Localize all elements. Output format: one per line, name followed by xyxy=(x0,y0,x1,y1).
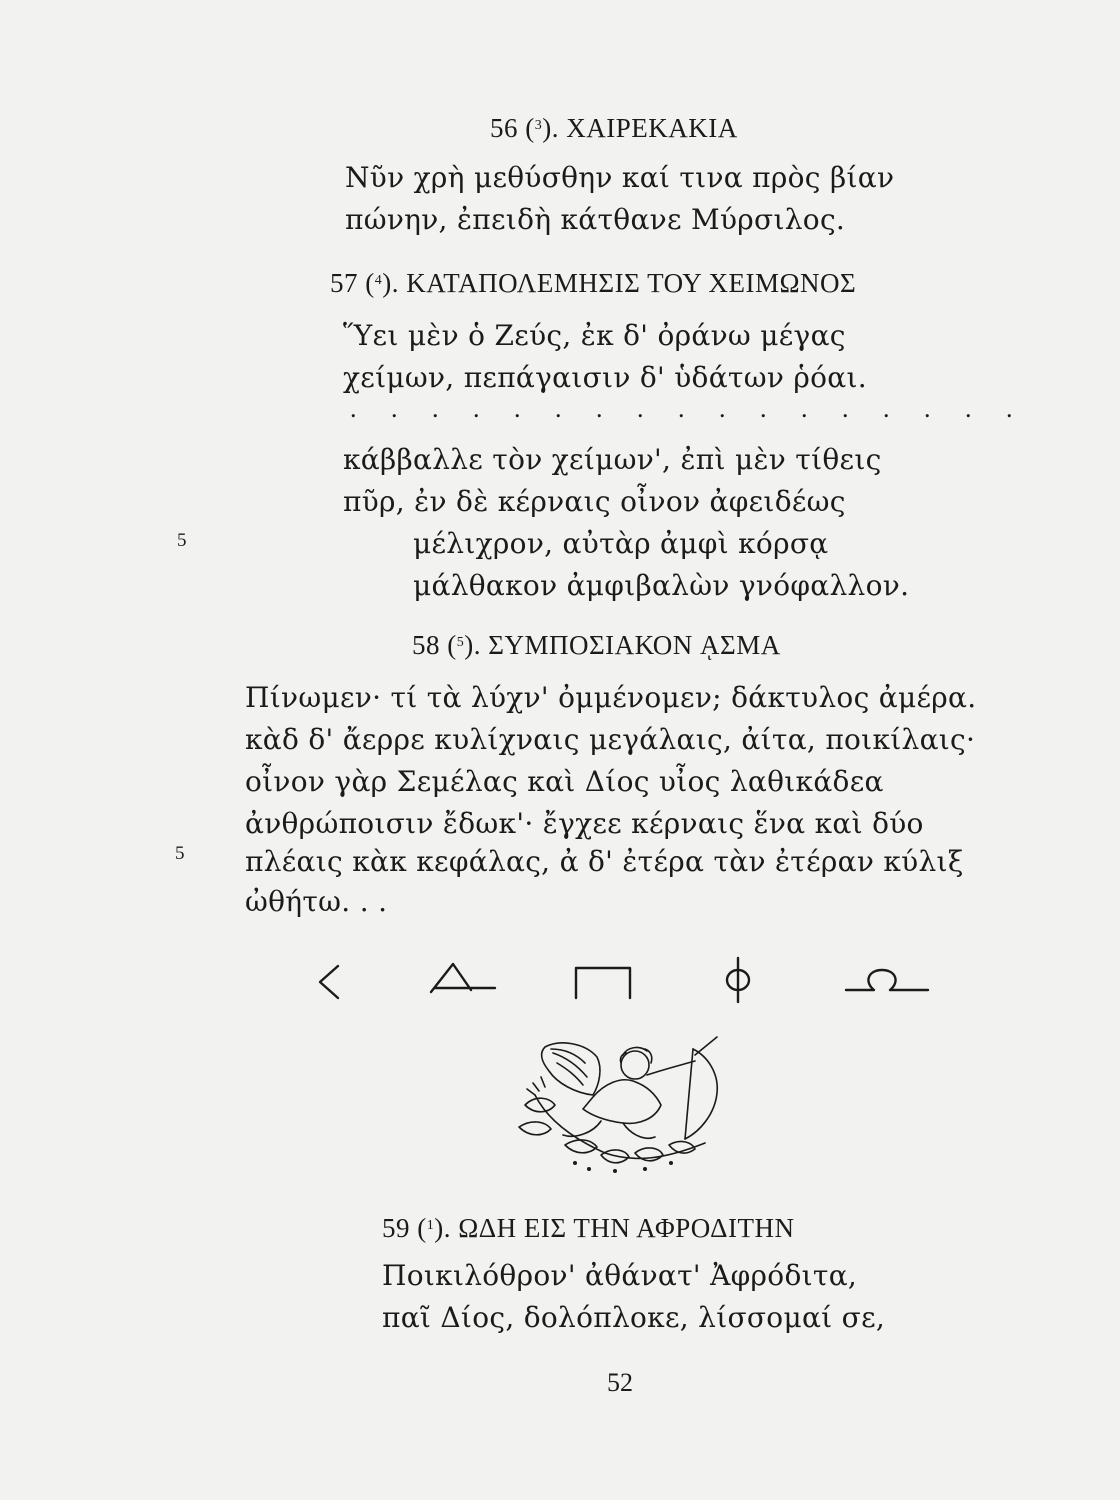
omega-glyph xyxy=(842,962,932,996)
footnote-ref: 4 xyxy=(374,273,383,288)
poem-59-heading: 59 ($^1$). ΩΔΗ ΕΙΣ ΤΗΝ ΑΦΡΟΔΙΤΗΝ xyxy=(382,1213,795,1243)
poem-58-line-6: ὠθήτω. . . xyxy=(245,885,388,918)
poem-57-line-1: Ὕει μὲν ὁ Ζεύς, ἐκ δ' ὀράνω μέγας xyxy=(343,319,846,352)
footnote-ref: 1 xyxy=(426,1218,435,1233)
phi-glyph xyxy=(718,956,758,1004)
poem-57-line-6: μάλθακον ἀμφιβαλὼν γνόφαλλον. xyxy=(413,569,910,602)
poem-56-line-1: Νῦν χρὴ μεθύσθην καί τινα πρὸς βίαν xyxy=(345,161,895,194)
poem-58-line-5: πλέαις κὰκ κεφάλας, ἀ δ' ἐτέρα τὰν ἐτέραν κύλιξ xyxy=(245,845,964,878)
line-number: 5 xyxy=(177,530,187,551)
poem-59-line-2: παῖ Δίος, δολόπλοκε, λίσσομαί σε, xyxy=(382,1301,886,1334)
pi-glyph xyxy=(572,962,636,1002)
poem-57-line-4: πῦρ, ἐν δὲ κέρναις οἶνον ἀφειδέως xyxy=(343,485,846,518)
poem-56-heading: 56 ($^3$). ΧΑΙΡΕΚΑΚΙΑ xyxy=(490,113,738,143)
line-number: 5 xyxy=(175,843,185,864)
poem-58-line-1: Πίνωμεν· τί τὰ λύχν' ὀμμένομεν; δάκτυλος ἀμέρα. xyxy=(245,681,977,714)
poem-58-line-4: ἀνθρώποισιν ἔδωκ'· ἔγχεε κέρναις ἕνα καὶ δύο xyxy=(245,807,924,840)
alpha-glyph xyxy=(425,958,497,998)
page-number: 52 xyxy=(607,1368,633,1397)
poem-58-line-2: κὰδ δ' ἄερρε κυλίχναις μεγάλαις, ἀίτα, ποικίλαις· xyxy=(245,723,976,756)
lacuna-dots: . . . . . . . . . . . . . . . . . xyxy=(350,394,1027,423)
poem-58-line-3: οἶνον γὰρ Σεμέλας καὶ Δίος υἶος λαθικάδεα xyxy=(245,765,884,798)
footnote-ref: 3 xyxy=(534,118,543,133)
poem-57-heading: 57 ($^4$). ΚΑΤΑΠΟΛΕΜΗΣΙΣ ΤΟΥ ΧΕΙΜΩΝΟΣ xyxy=(330,268,857,298)
poem-57-line-5: μέλιχρον, αὐτὰρ ἀμφὶ κόρσᾳ xyxy=(413,527,829,560)
poem-57-line-2: χείμων, πεπάγαισιν δ' ὑδάτων ῥόαι. xyxy=(343,361,867,394)
poem-57-line-3: κάββαλλε τὸν χείμων', ἐπὶ μὲν τίθεις xyxy=(343,443,882,476)
sigma-glyph xyxy=(308,960,352,1004)
cupid-vignette xyxy=(505,1035,750,1180)
poem-58-heading: 58 ($^5$). ΣΥΜΠΟΣΙΑΚΟΝ ᾼΣΜΑ xyxy=(412,630,781,660)
poem-59-line-1: Ποικιλόθρον' ἀθάνατ' Ἀφρόδιτα, xyxy=(382,1259,858,1292)
footnote-ref: 5 xyxy=(456,635,465,650)
poem-56-line-2: πώνην, ἐπειδὴ κάτθανε Μύρσιλος. xyxy=(345,203,846,236)
